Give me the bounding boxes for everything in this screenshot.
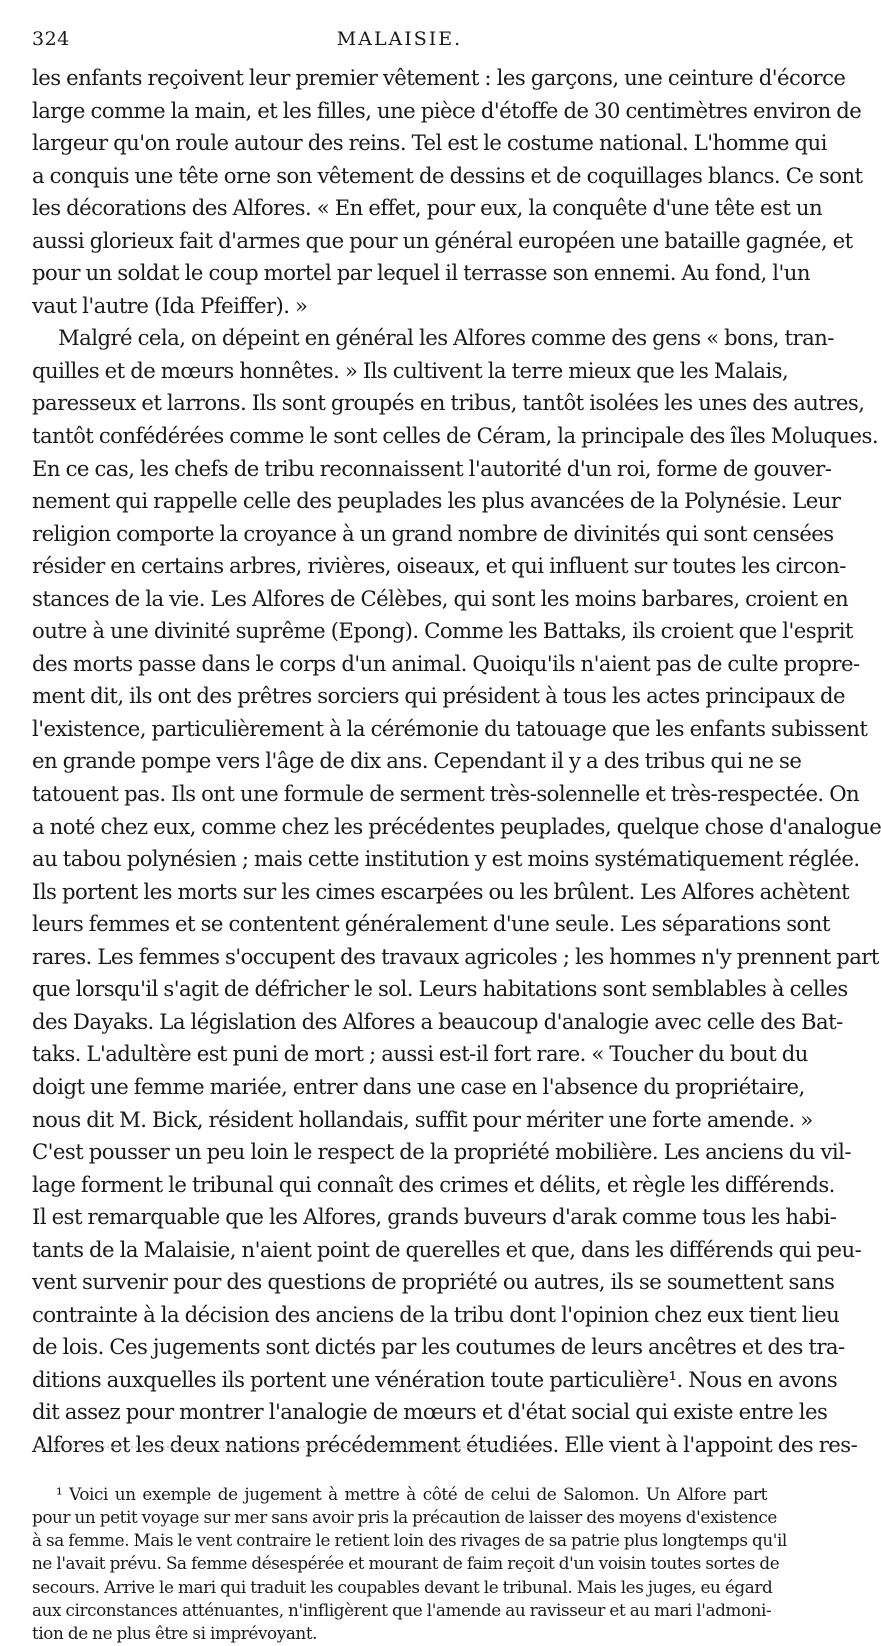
text-line: stances de la vie. Les Alfores de Célèbes, qui sont les moins barbares, croient en [32,585,849,611]
footnote-line: ne l'avait prévu. Sa femme désespérée et mourant de faim reçoit d'un voisin toutes sortes de [32,1553,780,1574]
text-line: de lois. Ces jugements sont dictés par les coutumes de leurs ancêtres et des tra- [32,1334,845,1360]
text-line: les enfants reçoivent leur premier vêtement : les garçons, une ceinture d'écorce [32,65,846,90]
text-line: outre à une divinité suprême (Epong). Comme les Battaks, ils croient que l'esprit [32,618,853,644]
footnote-line: tion de ne plus être si imprévoyant. [32,1623,318,1644]
text-line: taks. L'adultère est puni de mort ; aussi est-il fort rare. « Toucher du bout du [32,1041,808,1067]
text-line: leurs femmes et se contentent généralement d'une seule. Les séparations sont [32,911,830,937]
text-line: tatouent pas. Ils ont une formule de serment très-solennelle et très-respectée. On [32,781,860,807]
text-line: doigt une femme mariée, entrer dans une case en l'absence du propriétaire, [32,1073,805,1099]
text-line: les décorations des Alfores. « En effet, pour eux, la conquête d'une tête est un [32,195,823,221]
text-line: ditions auxquelles ils portent une vénération toute particulière¹. Nous en avons [32,1366,838,1392]
footnote-line: aux circonstances atténuantes, n'infligèrent que l'amende au ravisseur et au mari l'admoni- [32,1600,772,1620]
text-line: tants de la Malaisie, n'aient point de querelles et que, dans les différends qui peu- [32,1236,862,1262]
footnote-line: pour un petit voyage sur mer sans avoir pris la précaution de laisser des moyens d'existence [32,1506,777,1527]
text-line: l'existence, particulièrement à la cérémonie du tatouage que les enfants subissent [32,715,868,741]
text-line: Alfores et les deux nations précédemment étudiées. Elle vient à l'appoint des res- [32,1431,858,1457]
text-line: des Dayaks. La législation des Alfores a beaucoup d'analogie avec celle des Bat- [32,1008,843,1034]
text-line: Malgré cela, on dépeint en général les Alfores comme des gens « bons, tran- [58,325,834,351]
body-text [32,62,881,1462]
text-line: nous dit M. Bick, résident hollandais, suffit pour mériter une forte amende. » [32,1106,813,1132]
text-line: rares. Les femmes s'occupent des travaux agricoles ; les hommes n'y prennent part [32,943,879,969]
running-title: MALAISIE. [336,28,463,50]
bleed-through-trace [40,1446,540,1450]
page-header [32,22,767,52]
text-line: a conquis une tête orne son vêtement de dessins et de coquillages blancs. Ce sont [32,162,863,188]
text-line: des morts passe dans le corps d'un animal. Quoiqu'ils n'aient pas de culte propre- [32,650,860,676]
text-line: contrainte à la décision des anciens de la tribu dont l'opinion chez eux tient lieu [32,1301,840,1327]
text-line: lage forment le tribunal qui connaît des crimes et délits, et règle les différends. [32,1171,835,1197]
text-line: que lorsqu'il s'agit de défricher le sol. Leurs habitations sont semblables à celles [32,976,848,1002]
text-line: tantôt confédérées comme le sont celles de Céram, la principale des îles Moluques. [32,423,879,449]
text-line: nement qui rappelle celle des peuplades les plus avancées de la Polynésie. Leur [32,488,841,514]
text-line: résider en certains arbres, rivières, oiseaux, et qui influent sur toutes les circon- [32,553,846,579]
text-line: vaut l'autre (Ida Pfeiffer). » [32,292,308,318]
text-line: large comme la main, et les filles, une pièce d'étoffe de 30 centimètres environ de [32,97,862,123]
text-line: pour un soldat le coup mortel par lequel il terrasse son ennemi. Au fond, l'un [32,260,811,286]
text-line: aussi glorieux fait d'armes que pour un général européen une bataille gagnée, et [32,227,853,253]
footnote-line: secours. Arrive le mari qui traduit les coupables devant le tribunal. Mais les juges, eu égard [32,1576,773,1597]
footnote-line: ¹ Voici un exemple de jugement à mettre à côté de celui de Salomon. Un Alfore part [56,1483,767,1504]
text-line: religion comporte la croyance à un grand nombre de divinités qui sont censées [32,520,834,546]
text-line: quilles et de mœurs honnêtes. » Ils cultivent la terre mieux que les Malais, [32,357,789,383]
text-line: dit assez pour montrer l'analogie de mœurs et d'état social qui existe entre les [32,1399,828,1425]
text-line: largeur qu'on roule autour des reins. Tel est le costume national. L'homme qui [32,130,827,156]
text-line: ment dit, ils ont des prêtres sorciers qui président à tous les actes principaux de [32,683,845,709]
text-line: C'est pousser un peu loin le respect de la propriété mobilière. Les anciens du vil- [32,1139,851,1165]
text-line: au tabou polynésien ; mais cette institution y est moins systématiquement réglée. [32,846,860,872]
text-line: vent survenir pour des questions de propriété ou autres, ils se soumettent sans [32,1269,835,1295]
page-number: 324 [32,28,70,50]
book-page [32,22,881,1646]
text-line: a noté chez eux, comme chez les précédentes peuplades, quelque chose d'analogue [32,813,881,839]
footnote [32,1483,787,1646]
text-line: paresseux et larrons. Ils sont groupés en tribus, tantôt isolées les unes des autres, [32,390,865,416]
footnote-line: à sa femme. Mais le vent contraire le retient loin des rivages de sa patrie plus longtemps qu'il [32,1530,787,1551]
text-line: Ils portent les morts sur les cimes escarpées ou les brûlent. Les Alfores achètent [32,878,850,904]
text-line: en grande pompe vers l'âge de dix ans. Cependant il y a des tribus qui ne se [32,748,802,774]
text-line: Il est remarquable que les Alfores, grands buveurs d'arak comme tous les habi- [32,1204,837,1230]
text-line: En ce cas, les chefs de tribu reconnaissent l'autorité d'un roi, forme de gouver- [32,455,832,481]
